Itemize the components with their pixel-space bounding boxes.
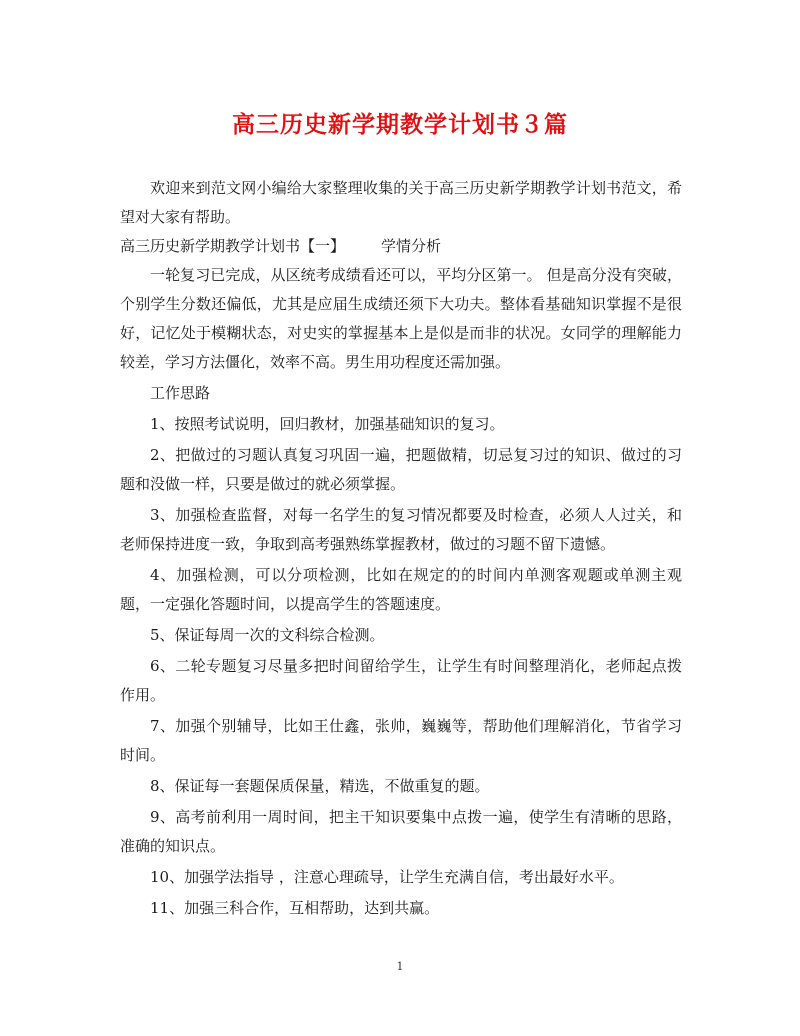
list-item: 5、保证每周一次的文科综合检测。 — [150, 626, 385, 644]
list-item: 11、加强三科合作，互相帮助，达到共赢。 — [150, 899, 440, 917]
document-title: 高三历史新学期教学计划书３篇 — [232, 111, 568, 138]
section-subheading: 学情分析 — [381, 237, 442, 255]
list-item: 8、保证每一套题保质保量，精选，不做重复的题。 — [150, 777, 490, 795]
list-item: 9、高考前利用一周时间，把主干知识要集中点拨一遍，使学生有清晰的思路，准确的知识点。 — [120, 808, 682, 855]
list-item: 10、加强学法指导 ，注意心理疏导，让学生充满自信，考出最好水平。 — [150, 868, 624, 886]
page-number: 1 — [396, 960, 404, 973]
section-heading-line — [120, 232, 682, 261]
list-item: 6、二轮专题复习尽量多把时间留给学生，让学生有时间整理消化，老师起点拨作用。 — [120, 657, 682, 704]
list-item: 1、按照考试说明，回归教材，加强基础知识的复习。 — [150, 415, 505, 433]
analysis-paragraph: 一轮复习已完成，从区统考成绩看还可以，平均分区第一。 但是高分没有突破，个别学生分数还偏低，尤其是应届生成绩还须下大功夫。整体看基础知识掌握不是很好，记忆处于模糊状态，对史实的掌握基本上是似是而非的状况。女同学的理解能力较差，学习方法僵化，效率不高。男生用功程度还需加强。 — [120, 266, 682, 371]
list-item: 7、加强个别辅导，比如王仕鑫，张帅，巍巍等，帮助他们理解消化，节省学习时间。 — [120, 717, 682, 764]
work-heading: 工作思路 — [150, 384, 211, 402]
list-item: 4、加强检测，可以分项检测，比如在规定的的时间内单测客观题或单测主观题，一定强化答题时间，以提高学生的答题速度。 — [120, 566, 682, 613]
section-heading: 高三历史新学期教学计划书【一】 — [120, 237, 346, 255]
intro-paragraph: 欢迎来到范文网小编给大家整理收集的关于高三历史新学期教学计划书范文，希望对大家有帮助。 — [120, 179, 682, 226]
document-body — [120, 174, 682, 923]
list-item: 3、加强检查监督，对每一名学生的复习情况都要及时检查，必须人人过关，和老师保持进度一致，争取到高考强熟练掌握教材，做过的习题不留下遗憾。 — [120, 506, 682, 553]
list-item: 2、把做过的习题认真复习巩固一遍，把题做精，切忌复习过的知识、做过的习题和没做一样，只要是做过的就必须掌握。 — [120, 446, 682, 493]
